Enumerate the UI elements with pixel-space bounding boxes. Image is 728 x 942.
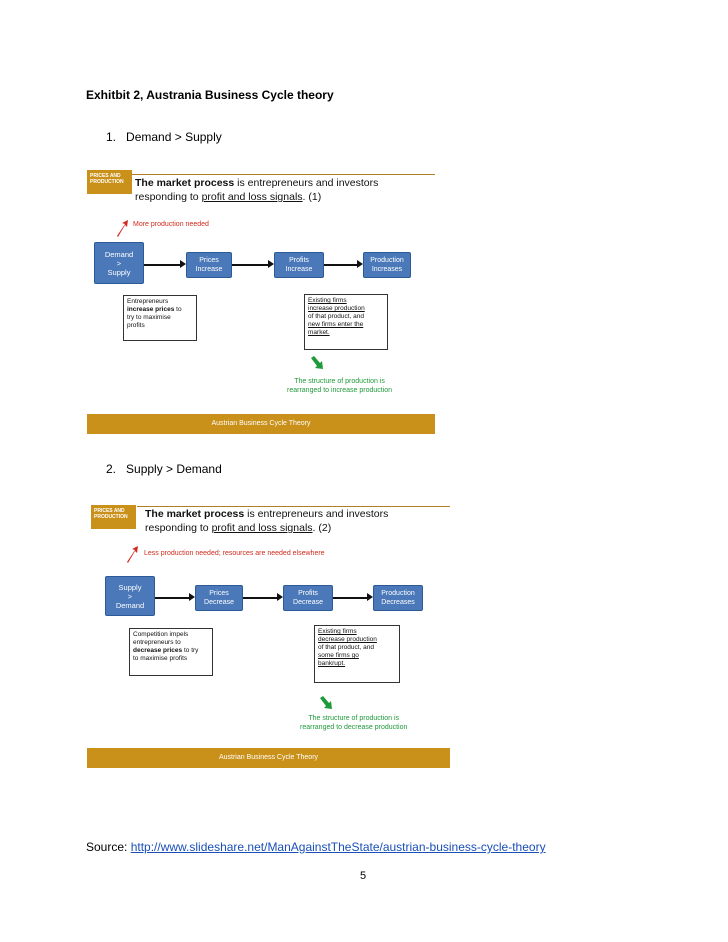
heading-bold: The market process bbox=[145, 508, 245, 520]
flow-arrow bbox=[243, 597, 279, 599]
source-link[interactable]: http://www.slideshare.net/ManAgainstTheState/austrian-business-cycle-theory bbox=[130, 840, 546, 854]
list-number: 1. bbox=[106, 130, 117, 144]
slide-tag: PRICES AND PRODUCTION bbox=[87, 170, 132, 194]
list-item-2 bbox=[106, 462, 222, 476]
heading-line2-prefix: responding to bbox=[145, 522, 212, 534]
box-line: Profits bbox=[289, 257, 309, 264]
box-line: > bbox=[116, 258, 122, 268]
note-line: Existing firms bbox=[318, 628, 357, 635]
slide-tag: PRICES AND PRODUCTION bbox=[91, 505, 136, 529]
box-line: Demand bbox=[115, 600, 145, 610]
list-text: Supply > Demand bbox=[126, 462, 222, 476]
left-note-box bbox=[123, 295, 197, 341]
source-line bbox=[86, 840, 546, 854]
right-note-box bbox=[314, 625, 400, 683]
page-number: 5 bbox=[360, 870, 367, 882]
note-line: profits bbox=[127, 322, 145, 329]
source-label: Source: bbox=[86, 840, 131, 854]
box-line: Demand bbox=[104, 249, 134, 259]
note-line: of that product, and bbox=[308, 313, 365, 320]
slide-heading bbox=[135, 176, 378, 204]
flow-box-profits bbox=[274, 252, 324, 278]
flow-box-production bbox=[363, 252, 411, 278]
green-line: The structure of production is bbox=[294, 378, 385, 385]
list-text: Demand > Supply bbox=[126, 130, 222, 144]
flow-box-profits bbox=[283, 585, 333, 611]
exhibit-title: Exhitbit 2, Austrania Business Cycle theory bbox=[86, 88, 334, 102]
flow-box-demand-supply bbox=[94, 242, 144, 284]
green-note bbox=[300, 714, 407, 732]
flow-box-supply-demand bbox=[105, 576, 155, 616]
red-arrow-icon bbox=[115, 220, 129, 238]
box-line: Increase bbox=[285, 266, 313, 273]
note-line: decrease production bbox=[318, 636, 377, 643]
note-line: entrepreneurs to bbox=[133, 639, 181, 646]
flow-arrow bbox=[324, 264, 359, 266]
box-line: Increase bbox=[195, 266, 223, 273]
flow-arrow bbox=[144, 264, 182, 266]
slide-footer: Austrian Business Cycle Theory bbox=[87, 748, 450, 768]
note-line: Competition impels bbox=[133, 631, 189, 638]
heading-line2-link: profit and loss signals bbox=[201, 191, 303, 203]
note-bold: decrease prices bbox=[133, 647, 183, 654]
flow-box-prices bbox=[186, 252, 232, 278]
red-arrow-icon bbox=[125, 546, 139, 564]
box-line: Profits bbox=[298, 590, 318, 597]
note-line: to bbox=[174, 306, 182, 313]
box-line: Supply bbox=[107, 267, 131, 277]
note-line: new firms enter the bbox=[308, 321, 364, 328]
heading-rest: is entrepreneurs and investors bbox=[244, 508, 389, 520]
box-line: > bbox=[127, 591, 133, 601]
heading-line2-link: profit and loss signals bbox=[211, 522, 313, 534]
slide-top-rule bbox=[132, 174, 435, 175]
flow-arrow bbox=[155, 597, 191, 599]
green-line: The structure of production is bbox=[308, 715, 400, 722]
note-line: some firms go bbox=[318, 652, 359, 659]
note-line: market. bbox=[308, 329, 330, 336]
note-line: to maximise profits bbox=[133, 655, 188, 662]
green-line: rearranged to decrease production bbox=[300, 724, 408, 731]
note-bold: increase prices bbox=[127, 306, 175, 313]
flow-arrow bbox=[333, 597, 369, 599]
note-line: Entrepreneurs bbox=[127, 298, 169, 305]
left-note-box bbox=[129, 628, 213, 676]
flow-box-prices bbox=[195, 585, 243, 611]
slide-image-2 bbox=[87, 502, 450, 768]
green-note bbox=[287, 377, 392, 395]
box-line: Decrease bbox=[204, 599, 234, 606]
heading-bold: The market process bbox=[135, 177, 235, 189]
heading-line2-prefix: responding to bbox=[135, 191, 202, 203]
red-note: More production needed bbox=[133, 221, 209, 228]
green-arrow-icon bbox=[310, 356, 324, 370]
note-line: of that product, and bbox=[318, 644, 375, 651]
list-number: 2. bbox=[106, 462, 117, 476]
slide-image-1 bbox=[87, 170, 435, 434]
red-note: Less production needed; resources are needed elsewhere bbox=[144, 550, 325, 557]
box-line: Decreases bbox=[381, 599, 415, 606]
note-line: try to maximise bbox=[127, 314, 171, 321]
box-line: Production bbox=[370, 257, 404, 264]
note-line: Existing firms bbox=[308, 297, 347, 304]
list-item-1 bbox=[106, 130, 222, 144]
note-line: bankrupt. bbox=[318, 660, 346, 667]
box-line: Prices bbox=[209, 590, 229, 597]
green-line: rearranged to increase production bbox=[287, 387, 393, 394]
green-arrow-icon bbox=[319, 696, 333, 710]
heading-line2-suffix: . (2) bbox=[312, 522, 332, 534]
slide-footer: Austrian Business Cycle Theory bbox=[87, 414, 435, 434]
box-line: Supply bbox=[118, 582, 142, 592]
heading-rest: is entrepreneurs and investors bbox=[234, 177, 379, 189]
box-line: Production bbox=[381, 590, 415, 597]
note-line: increase production bbox=[308, 305, 365, 312]
slide-heading bbox=[145, 507, 388, 535]
flow-arrow bbox=[232, 264, 270, 266]
box-line: Decrease bbox=[293, 599, 323, 606]
box-line: Prices bbox=[199, 257, 219, 264]
box-line: Increases bbox=[371, 266, 403, 273]
heading-line2-suffix: . (1) bbox=[302, 191, 322, 203]
note-line: to try bbox=[182, 647, 199, 654]
right-note-box bbox=[304, 294, 388, 350]
flow-box-production bbox=[373, 585, 423, 611]
